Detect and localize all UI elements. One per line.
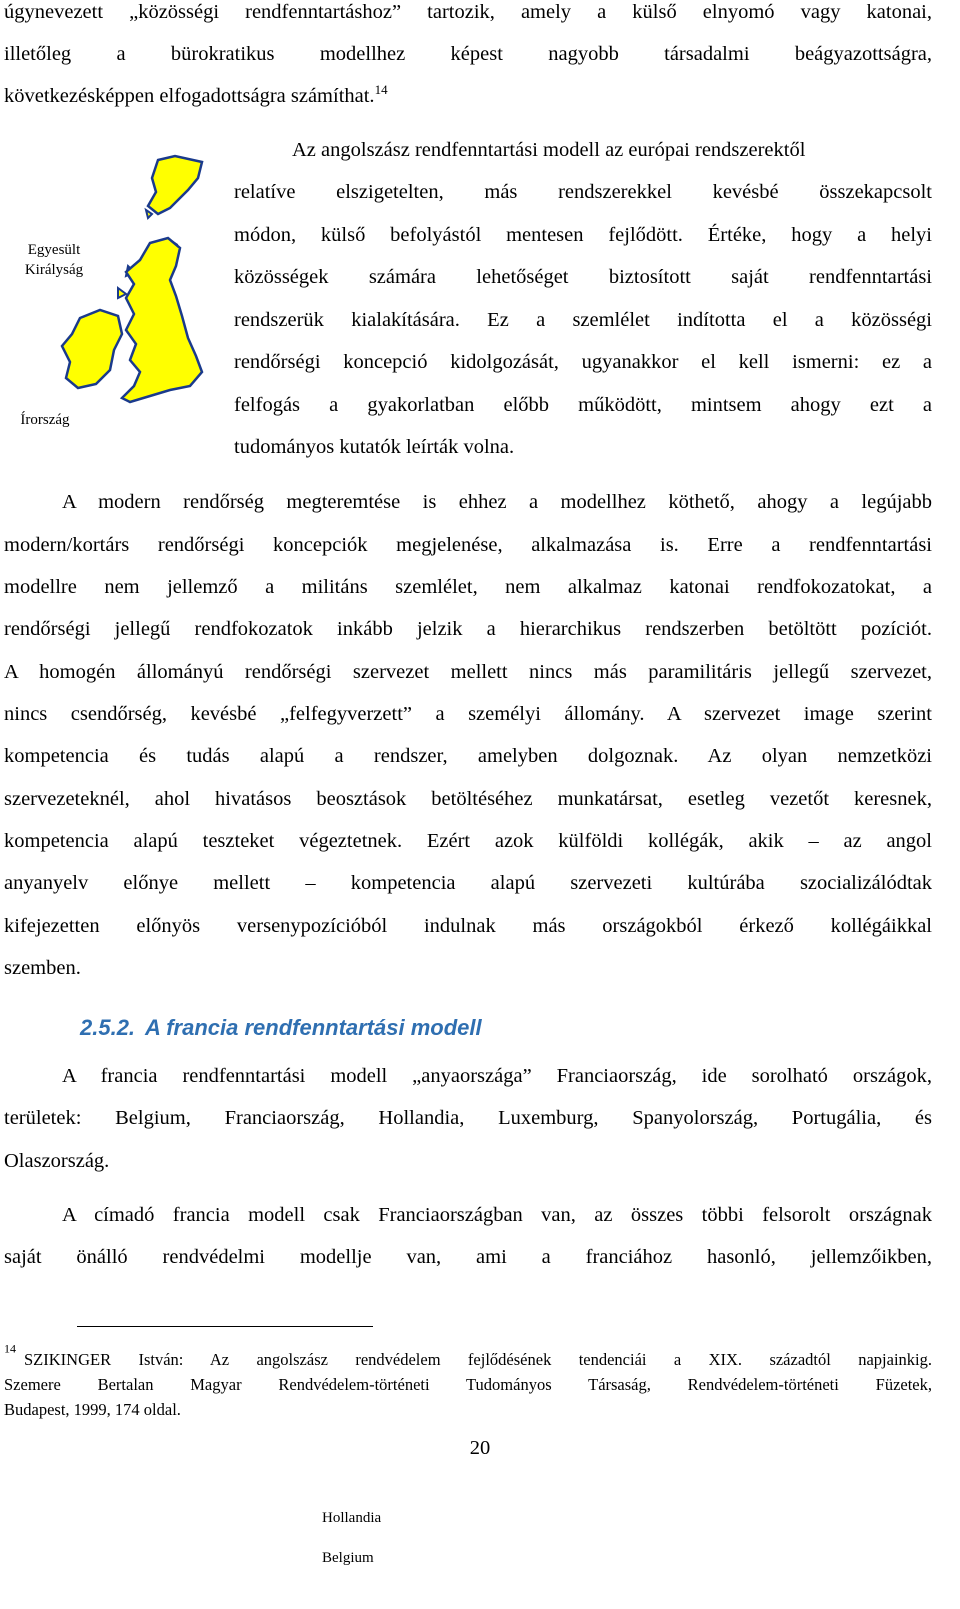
intro-line-3 (4, 82, 388, 107)
map-label-uk (14, 240, 94, 280)
uk-ireland-map (27, 148, 220, 438)
great-britain-shape (122, 238, 202, 402)
anglo-line-1: Az angolszász rendfenntartási modell az európai rendszerektől (292, 139, 806, 161)
map-label-ireland: Írország (20, 412, 70, 428)
section-heading (80, 1015, 482, 1041)
modern-line-8: szervezeteknél, ahol hivatásos beosztások betöltéséhez munkatársat, esetleg vezetőt keresnek, (4, 788, 932, 810)
french2-line-1: A címadó francia modell csak Franciaországban van, az összes többi felsorolt országnak (62, 1204, 932, 1226)
footnote-line-1: SZIKINGER István: Az angolszász rendvédelem fejlődésének tendenciái a XIX. századtól napjainkig. (24, 1350, 932, 1369)
footnote-separator (77, 1326, 373, 1327)
intro-line-1: úgynevezett „közösségi rendfenntartáshoz” tartozik, amely a külső elnyomó vagy katonai, (4, 1, 932, 23)
modern-line-12: szemben. (4, 957, 81, 979)
anglo-line-3: módon, külső befolyástól mentesen fejlődött. Értéke, hogy a helyi (234, 224, 932, 246)
ireland-shape (62, 310, 122, 388)
footnote-number-text: 14 (4, 1341, 16, 1356)
anglo-line-7: felfogás a gyakorlatban előbb működött, mintsem ahogy ezt a (234, 394, 932, 416)
bottom-label-belgium: Belgium (322, 1550, 374, 1566)
anglo-line-6: rendőrségi koncepció kidolgozását, ugyanakkor el kell ismerni: ez a (234, 351, 932, 373)
french1-line-2: területek: Belgium, Franciaország, Hollandia, Luxemburg, Spanyolország, Portugália, és (4, 1107, 932, 1129)
map-label-uk-line2: Királyság (24, 262, 84, 278)
modern-line-10: anyanyelv előnye mellett – kompetencia alapú szervezeti kultúrába szocializálódtak (4, 872, 932, 894)
intro-line-2: illetőleg a bürokratikus modellhez képest nagyobb társadalmi beágyazottságra, (4, 43, 932, 65)
bottom-label-hollandia: Hollandia (322, 1510, 382, 1526)
french2-line-2: saját önálló rendvédelmi modellje van, ami a franciához hasonló, jellemzőikben, (4, 1246, 932, 1268)
anglo-line-4: közösségek számára lehetőséget biztosított saját rendfenntartási (234, 266, 932, 288)
modern-line-9: kompetencia alapú teszteket végeztetnek. Ezért azok külföldi kollégák, akik – az angol (4, 830, 932, 852)
modern-line-1: A modern rendőrség megteremtése is ehhez a modellhez köthető, ahogy a legújabb (62, 491, 932, 513)
footnote-ref[interactable]: 14 (374, 82, 388, 98)
island-shape (146, 210, 152, 218)
section-number: 2.5.2. (80, 1015, 136, 1040)
anglo-line-5: rendszerük kialakítására. Ez a szemlélet indította el a közösségi (234, 309, 932, 331)
footnote-line-3: Budapest, 1999, 174 oldal. (4, 1400, 181, 1419)
modern-line-11: kifejezetten előnyös versenypozícióból indulnak más országokból érkező kollégáikkal (4, 915, 932, 937)
modern-line-3: modellre nem jellemző a militáns szemlélet, nem alkalmaz katonai rendfokozatokat, a (4, 576, 932, 598)
page-number: 20 (469, 1437, 491, 1459)
footnote-line-2: Szemere Bertalan Magyar Rendvédelem-történeti Tudományos Társaság, Rendvédelem-történeti Füzetek, (4, 1375, 932, 1394)
french1-line-3: Olaszország. (4, 1150, 110, 1172)
modern-line-6: nincs csendőrség, kevésbé „felfegyverzett” a személyi állomány. A szervezet image szerint (4, 703, 932, 725)
french1-line-1: A francia rendfenntartási modell „anyaországa” Franciaország, ide sorolható országok, (62, 1065, 932, 1087)
footnote-number (4, 1341, 16, 1363)
intro-line-3-text: következésképpen elfogadottságra számíthat. (4, 85, 375, 107)
island-shape (118, 288, 126, 298)
map-label-uk-line1: Egyesült (27, 242, 81, 258)
modern-line-2: modern/kortárs rendőrségi koncepciók megjelenése, alkalmazása is. Erre a rendfenntartási (4, 534, 932, 556)
section-title: A francia rendfenntartási modell (145, 1015, 482, 1040)
modern-line-5: A homogén állományú rendőrségi szervezet mellett nincs más paramilitáris jellegű szervezet, (4, 661, 932, 683)
modern-line-4: rendőrségi jellegű rendfokozatok inkább jelzik a hierarchikus rendszerben betöltött pozíciót. (4, 618, 932, 640)
anglo-line-2: relatíve elszigetelten, más rendszerekkel kevésbé összekapcsolt (234, 181, 932, 203)
netherlands-shape (148, 156, 202, 214)
modern-line-7: kompetencia és tudás alapú a rendszer, amelyben dolgoznak. Az olyan nemzetközi (4, 745, 932, 767)
anglo-line-8: tudományos kutatók leírták volna. (234, 436, 515, 458)
